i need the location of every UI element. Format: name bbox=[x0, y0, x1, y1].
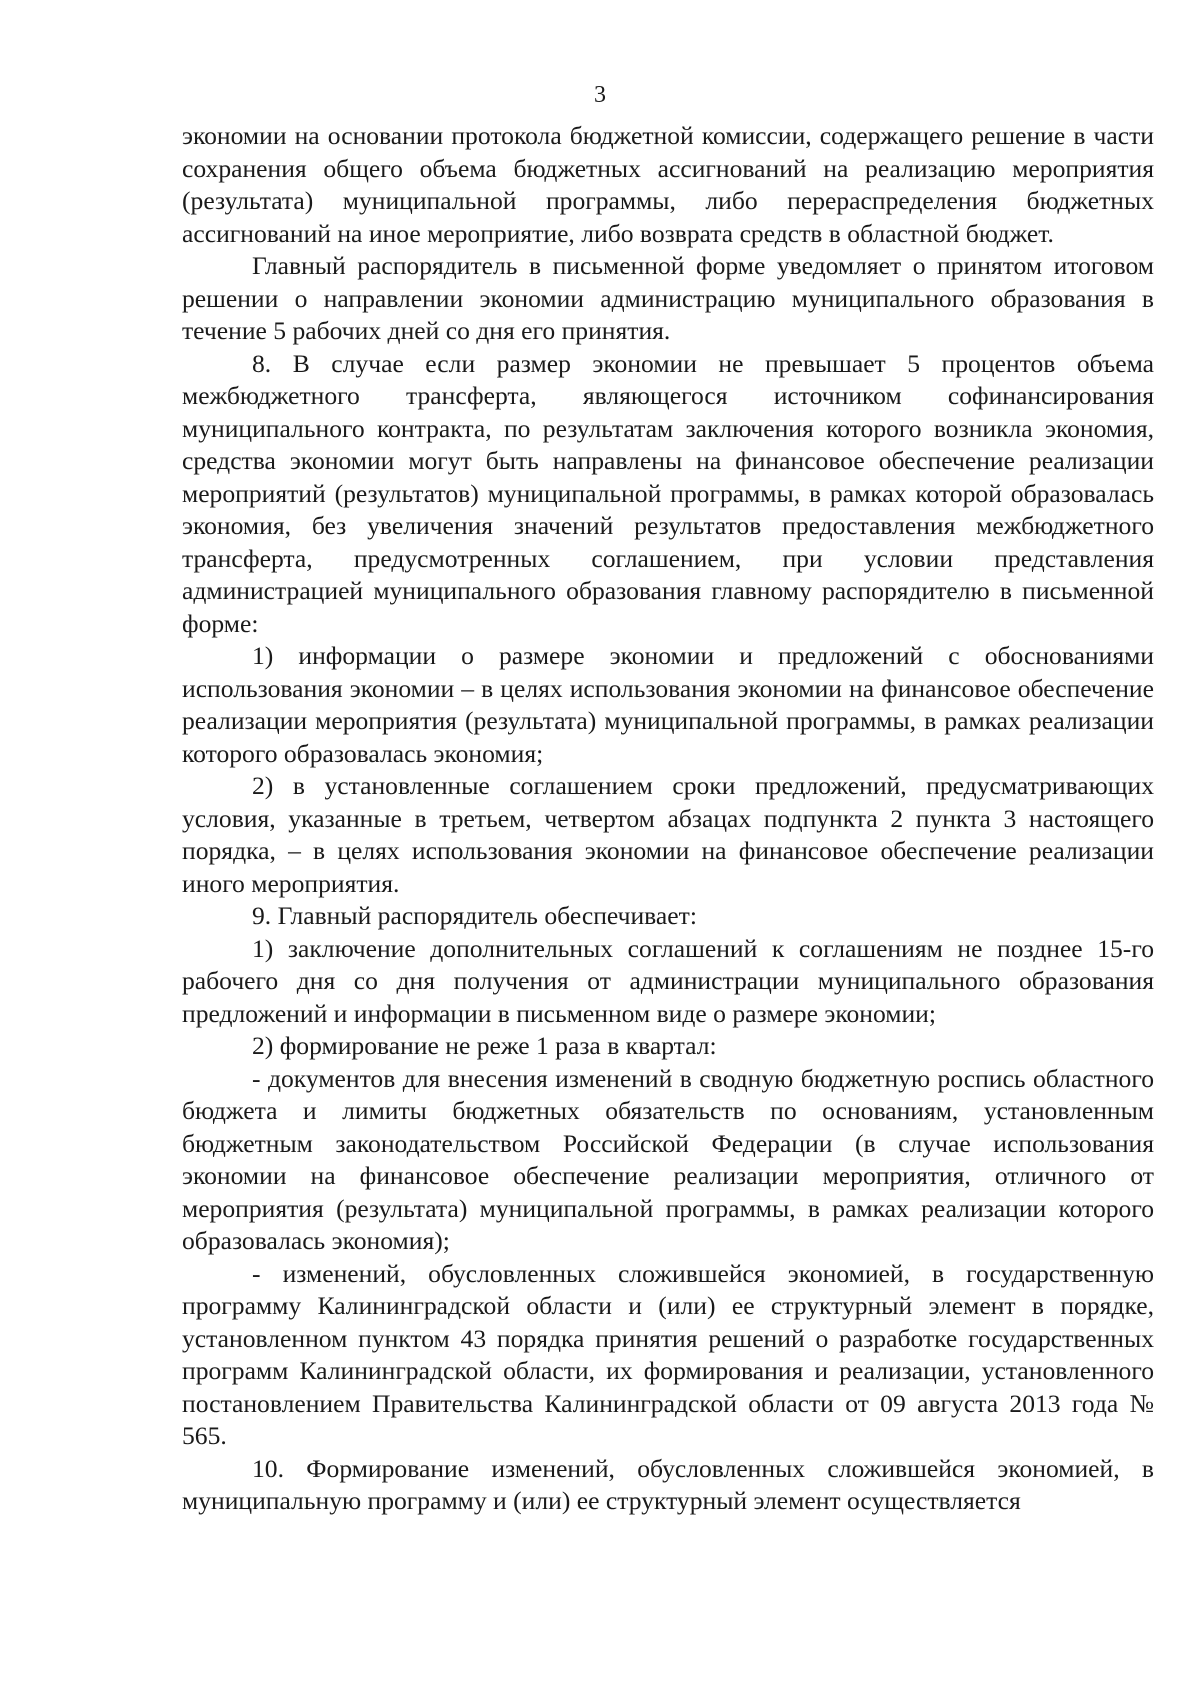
paragraph-item-9: 9. Главный распорядитель обеспечивает: bbox=[252, 901, 697, 930]
paragraph-item-8-2: 2) в установленные соглашением сроки предложений, предусматривающих условия, указанные в третьем, четвертом абзацах подпункта 2 пункта 3 настоящего порядка, – в целях использования экономии на финансовое обеспечение реализации иного мероприятия. bbox=[182, 771, 1154, 898]
paragraph-item-8: 8. В случае если размер экономии не превышает 5 процентов объема межбюджетного трансферта, являющегося источником софинансирования муниципального контракта, по результатам заключения которого возникла экономия, средства экономии могут быть направлены на финансовое обеспечение реализации мероприятий (результатов) муниципальной программы, в рамках которой образовалась экономия, без увеличения значений результатов предоставления межбюджетного трансферта, предусмотренных соглашением, при условии представления администрацией муниципального образования главному распорядителю в письменной форме: bbox=[182, 348, 1154, 638]
paragraph-item-9-1: 1) заключение дополнительных соглашений к соглашениям не позднее 15-го рабочего дня со дня получения от администрации муниципального образования предложений и информации в письменном виде о размере экономии; bbox=[182, 933, 1154, 1028]
paragraph-item-8-1: 1) информации о размере экономии и предложений с обоснованиями использования экономии – в целях использования экономии на финансовое обеспечение реализации мероприятия (результата) муниципальной программы, в рамках реализации которого образовалась экономия; bbox=[182, 641, 1154, 768]
paragraph-item-10: 10. Формирование изменений, обусловленных сложившейся экономией, в муниципальную программу и (или) ее структурный элемент осуществляется bbox=[182, 1453, 1154, 1515]
paragraph-item-9-2-documents: - документов для внесения изменений в сводную бюджетную роспись областного бюджета и лимиты бюджетных обязательств по основаниям, установленным бюджетным законодательством Российской Федерации (в случае использования экономии на финансовое обеспечение реализации мероприятия, отличного от мероприятия (результата) муниципальной программы, в рамках реализации которого образовалась экономия); bbox=[182, 1063, 1154, 1255]
document-body bbox=[182, 120, 1154, 1518]
paragraph-notification: Главный распорядитель в письменной форме уведомляет о принятом итоговом решении о направлении экономии администрацию муниципального образования в течение 5 рабочих дней со дня его принятия. bbox=[182, 251, 1154, 345]
paragraph-item-9-2: 2) формирование не реже 1 раза в квартал: bbox=[252, 1031, 717, 1060]
paragraph-item-9-2-changes: - изменений, обусловленных сложившейся экономией, в государственную программу Калининградской области и (или) ее структурный элемент в порядке, установленном пунктом 43 порядка принятия решений о разработке государственных программ Калининградской области, их формирования и реализации, установленного постановлением Правительства Калининградской области от 09 августа 2013 года № 565. bbox=[182, 1258, 1154, 1450]
paragraph-economy-commission: экономии на основании протокола бюджетной комиссии, содержащего решение в части сохранения общего объема бюджетных ассигнований на реализацию мероприятия (результата) муниципальной программы, либо перераспределения бюджетных ассигнований на иное мероприятие, либо возврата средств в областной бюджет. bbox=[182, 121, 1154, 248]
page-number: 3 bbox=[594, 82, 606, 108]
